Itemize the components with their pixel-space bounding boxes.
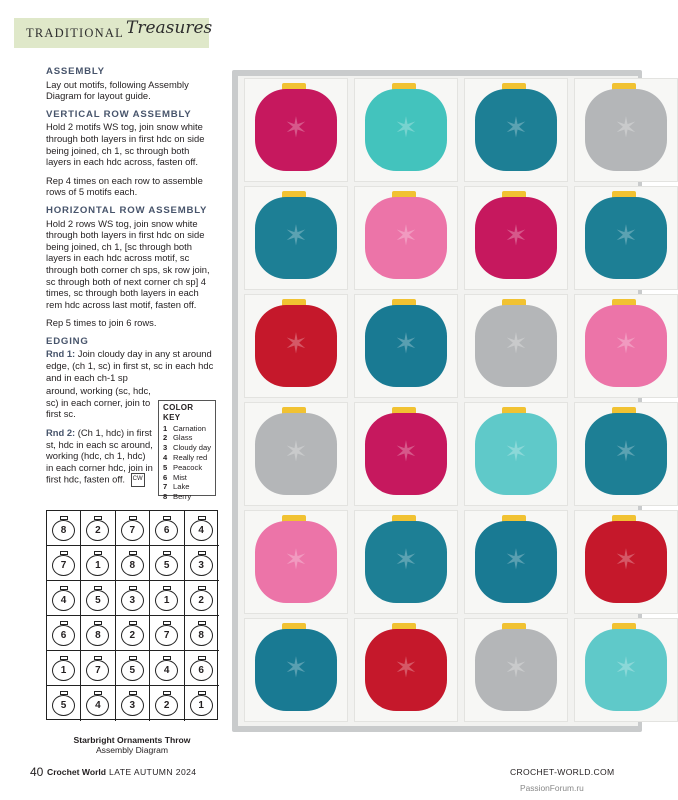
color-key-item <box>163 473 211 483</box>
star-motif-icon: ✶ <box>504 112 528 143</box>
diagram-cell <box>150 616 184 651</box>
diagram-cell <box>47 511 81 546</box>
diagram-cell <box>47 686 81 721</box>
horizontal-rep: Rep 5 times to join 6 rows. <box>46 317 157 329</box>
diagram-cell <box>116 651 150 686</box>
color-key-item <box>163 463 211 473</box>
blanket-square <box>244 510 348 614</box>
blanket-square <box>574 510 678 614</box>
ornament-number: 3 <box>121 695 144 716</box>
star-motif-icon: ✶ <box>504 544 528 575</box>
blanket-square <box>244 78 348 182</box>
ornament-ball <box>475 305 557 387</box>
ornament-ball <box>365 521 447 603</box>
color-key-title: COLOR KEY <box>163 403 194 422</box>
star-motif-icon: ✶ <box>614 328 638 359</box>
color-key-item <box>163 482 211 492</box>
diagram-cell <box>47 581 81 616</box>
ornament-ball <box>255 629 337 711</box>
banner-left-text: TRADITIONAL <box>26 26 124 40</box>
diagram-cell <box>47 546 81 581</box>
star-motif-icon: ✶ <box>284 112 308 143</box>
rnd1-label: Rnd 1: <box>46 348 76 360</box>
diagram-caption-sub: Assembly Diagram <box>95 745 169 755</box>
star-motif-icon: ✶ <box>614 544 638 575</box>
issue-label: LATE AUTUMN 2024 <box>109 767 197 777</box>
color-key-number: 7 <box>163 482 168 492</box>
rnd1-text-a: Join cloudy day in any st around edge, (ch 1, sc) in first st, sc in each hdc and in each ch-1 sp <box>46 348 214 383</box>
ornament-number: 7 <box>52 555 75 576</box>
color-key-list <box>163 424 211 502</box>
color-key-item <box>163 492 211 502</box>
publication-line <box>47 767 196 777</box>
color-key-number: 3 <box>163 443 168 453</box>
star-motif-icon: ✶ <box>504 436 528 467</box>
blanket-square <box>464 402 568 506</box>
ornament-ball <box>475 197 557 279</box>
ornament-ball <box>255 197 337 279</box>
website-link[interactable]: CROCHET-WORLD.COM <box>510 767 615 777</box>
ornament-ball <box>255 521 337 603</box>
blanket-body <box>238 76 638 726</box>
ornament-number: 3 <box>121 590 144 611</box>
diagram-cell <box>150 651 184 686</box>
blanket-square <box>464 510 568 614</box>
ornament-number: 2 <box>121 625 144 646</box>
blanket-square <box>574 294 678 398</box>
ornament-number: 8 <box>52 520 75 541</box>
ornament-number: 7 <box>121 520 144 541</box>
banner-right-text: Treasures <box>126 18 213 38</box>
ornament-ball <box>255 305 337 387</box>
diagram-cell <box>47 616 81 651</box>
star-motif-icon: ✶ <box>504 328 528 359</box>
ornament-number: 7 <box>86 660 109 681</box>
blanket-square <box>354 618 458 722</box>
diagram-cell <box>185 686 219 721</box>
rnd2-text: (Ch 1, hdc) in first st, hdc in each sc around, working (hdc, ch 1, hdc) in each corner hdc, join in first hdc, fasten off. <box>46 427 153 485</box>
ornament-number: 1 <box>52 660 75 681</box>
ornament-number: 4 <box>155 660 178 681</box>
diagram-cell <box>81 686 115 721</box>
star-motif-icon: ✶ <box>284 220 308 251</box>
ornament-ball <box>585 413 667 495</box>
diagram-cell <box>185 546 219 581</box>
diagram-cell <box>116 546 150 581</box>
diagram-cell <box>116 511 150 546</box>
color-key-number: 8 <box>163 492 168 502</box>
color-key-item <box>163 453 211 463</box>
ornament-number: 8 <box>190 625 213 646</box>
ornament-number: 1 <box>86 555 109 576</box>
horizontal-text: Hold 2 rows WS tog, join snow white through both layers in first hdc on side being joined, ch 1, [sc through both layers in each hdc across motif, sc through both corner ch sps, sk row join, sc through both of next corner ch sp] 4 times, sc through both layers in each rem hdc across last motif, fasten off. <box>46 217 210 310</box>
ornament-ball <box>365 413 447 495</box>
ornament-ball <box>475 89 557 171</box>
blanket-square <box>354 402 458 506</box>
color-key-name: Lake <box>173 482 190 492</box>
blanket-square <box>244 294 348 398</box>
diagram-cell <box>150 511 184 546</box>
ornament-ball <box>365 305 447 387</box>
ornament-ball <box>475 521 557 603</box>
page-number: 40 <box>30 765 44 779</box>
blanket-square <box>464 618 568 722</box>
section-banner <box>14 18 213 48</box>
ornament-number: 2 <box>190 590 213 611</box>
ornament-number: 6 <box>190 660 213 681</box>
ornament-number: 4 <box>190 520 213 541</box>
ornament-number: 1 <box>190 695 213 716</box>
star-motif-icon: ✶ <box>284 652 308 683</box>
blanket-square <box>464 294 568 398</box>
blanket-square <box>574 186 678 290</box>
ornament-number: 4 <box>52 590 75 611</box>
ornament-number: 8 <box>86 625 109 646</box>
color-key-number: 4 <box>163 452 168 462</box>
blanket-square <box>464 78 568 182</box>
diagram-caption-title: Starbright Ornaments Throw <box>73 735 191 745</box>
horizontal-heading: HORIZONTAL ROW ASSEMBLY <box>46 204 208 216</box>
watermark: PassionForum.ru <box>520 783 584 793</box>
color-key-number: 1 <box>163 423 168 433</box>
ornament-number: 5 <box>52 695 75 716</box>
color-key-number: 5 <box>163 462 168 472</box>
star-motif-icon: ✶ <box>284 544 308 575</box>
diagram-cell <box>150 546 184 581</box>
diagram-cell <box>185 616 219 651</box>
blanket-square <box>464 186 568 290</box>
publication-name: Crochet World <box>47 767 107 777</box>
blanket-square <box>354 510 458 614</box>
diagram-cell <box>116 686 150 721</box>
blanket-square <box>244 618 348 722</box>
vertical-heading: VERTICAL ROW ASSEMBLY <box>46 108 192 120</box>
star-motif-icon: ✶ <box>284 328 308 359</box>
ornament-number: 2 <box>155 695 178 716</box>
ornament-number: 2 <box>86 520 109 541</box>
diagram-cell <box>185 651 219 686</box>
color-key-item <box>163 433 211 443</box>
ornament-ball <box>365 629 447 711</box>
assembly-text: Lay out motifs, following Assembly Diagram for layout guide. <box>46 78 189 102</box>
color-key-item <box>163 443 211 453</box>
color-key-number: 6 <box>163 472 168 482</box>
blanket-square <box>574 618 678 722</box>
star-motif-icon: ✶ <box>394 652 418 683</box>
star-motif-icon: ✶ <box>394 112 418 143</box>
diagram-cell <box>116 616 150 651</box>
star-motif-icon: ✶ <box>614 436 638 467</box>
diagram-cell <box>150 686 184 721</box>
star-motif-icon: ✶ <box>504 220 528 251</box>
star-motif-icon: ✶ <box>394 220 418 251</box>
diagram-cell <box>81 616 115 651</box>
ornament-number: 6 <box>52 625 75 646</box>
star-motif-icon: ✶ <box>394 544 418 575</box>
ornament-ball <box>585 629 667 711</box>
blanket-square <box>574 78 678 182</box>
star-motif-icon: ✶ <box>394 328 418 359</box>
ornament-ball <box>255 89 337 171</box>
color-key-name: Peacock <box>173 462 203 472</box>
diagram-cell <box>116 581 150 616</box>
ornament-ball <box>365 197 447 279</box>
color-key <box>158 400 216 502</box>
blanket-square <box>354 186 458 290</box>
rnd2-label: Rnd 2: <box>46 427 76 439</box>
ornament-ball <box>585 89 667 171</box>
color-key-item <box>163 424 211 434</box>
ornament-ball <box>585 521 667 603</box>
diagram-cell <box>185 581 219 616</box>
ornament-number: 5 <box>86 590 109 611</box>
diagram-cell <box>81 651 115 686</box>
assembly-diagram <box>46 510 218 720</box>
color-key-number: 2 <box>163 433 168 443</box>
star-motif-icon: ✶ <box>614 112 638 143</box>
color-key-name: Really red <box>173 452 208 462</box>
ornament-ball <box>365 89 447 171</box>
blanket-square <box>244 186 348 290</box>
color-key-name: Mist <box>173 472 187 482</box>
ornament-number: 1 <box>155 590 178 611</box>
star-motif-icon: ✶ <box>394 436 418 467</box>
ornament-number: 8 <box>121 555 144 576</box>
diagram-cell <box>185 511 219 546</box>
ornament-ball <box>585 197 667 279</box>
edging-rnd2 <box>46 427 154 487</box>
ornament-number: 7 <box>155 625 178 646</box>
blanket-square <box>244 402 348 506</box>
blanket-square <box>574 402 678 506</box>
star-motif-icon: ✶ <box>284 436 308 467</box>
color-key-name: Cloudy day <box>173 443 211 453</box>
color-key-name: Berry <box>173 492 192 502</box>
ornament-number: 5 <box>121 660 144 681</box>
diagram-cell <box>81 546 115 581</box>
edging-heading: EDGING <box>46 335 89 347</box>
diagram-cell <box>47 651 81 686</box>
star-motif-icon: ✶ <box>504 652 528 683</box>
blanket-square <box>354 78 458 182</box>
ornament-ball <box>585 305 667 387</box>
vertical-rep: Rep 4 times on each row to assemble rows of 5 motifs each. <box>46 174 203 198</box>
ornament-number: 6 <box>155 520 178 541</box>
blanket-square <box>354 294 458 398</box>
diagram-cell <box>150 581 184 616</box>
ornament-number: 3 <box>190 555 213 576</box>
ornament-ball <box>475 629 557 711</box>
star-motif-icon: ✶ <box>614 220 638 251</box>
end-mark-icon: CW <box>131 473 145 487</box>
diagram-cell <box>81 511 115 546</box>
assembly-heading: ASSEMBLY <box>46 66 105 77</box>
vertical-text: Hold 2 motifs WS tog, join snow white through both layers in first hdc on side being joined, ch 1, sc through both layers in each hdc across, fasten off. <box>46 121 205 168</box>
color-key-name: Glass <box>173 433 193 443</box>
ornament-number: 5 <box>155 555 178 576</box>
star-motif-icon: ✶ <box>614 652 638 683</box>
edging-rnd1-cont: around, working (sc, hdc, sc) in each corner, join to first sc. <box>46 385 151 420</box>
ornament-ball <box>475 413 557 495</box>
ornament-number: 4 <box>86 695 109 716</box>
edging-rnd1 <box>46 348 216 383</box>
ornament-ball <box>255 413 337 495</box>
color-key-name: Carnation <box>173 423 206 433</box>
diagram-cell <box>81 581 115 616</box>
